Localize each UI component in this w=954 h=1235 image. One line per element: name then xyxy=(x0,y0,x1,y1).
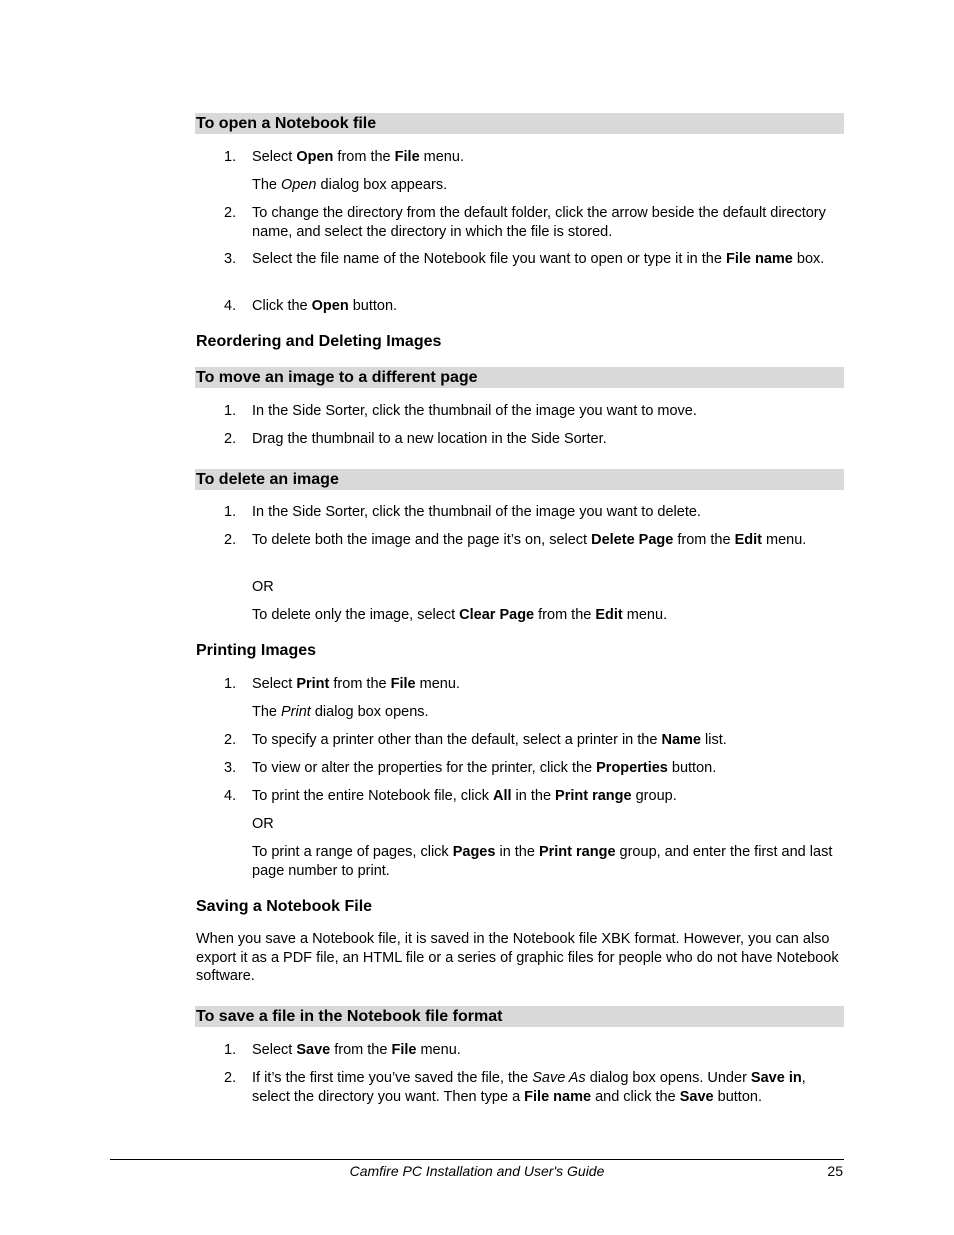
heading-move-image: To move an image to a different page xyxy=(195,367,844,388)
step-text: To view or alter the properties for the printer, click the Properties button. xyxy=(252,760,717,776)
step-note: To print a range of pages, click Pages in the Print range group, and enter the first and last page number to print. xyxy=(252,844,833,879)
step-number: 2. xyxy=(224,1070,237,1086)
step-number: 4. xyxy=(224,788,237,804)
step-text: If it’s the first time you’ve saved the file, the Save As dialog box opens. Under Save in, select the directory you want. Then type a File name and click the Save button. xyxy=(252,1070,806,1105)
step-number: 1. xyxy=(224,403,237,419)
step-text: To change the directory from the default folder, click the arrow beside the default directory name, and select the directory in which the file is stored. xyxy=(252,205,826,240)
step-note: The Print dialog box opens. xyxy=(252,704,429,720)
step-text: To specify a printer other than the default, select a printer in the Name list. xyxy=(252,732,727,748)
step-text: In the Side Sorter, click the thumbnail of the image you want to delete. xyxy=(252,504,701,520)
footer-guide-title: Camfire PC Installation and User's Guide xyxy=(349,1163,605,1179)
step-number: 4. xyxy=(224,298,237,314)
step-text: Click the Open button. xyxy=(252,298,398,314)
step-text: Select the file name of the Notebook file you want to open or type it in the File name box. xyxy=(252,251,825,267)
footer-page-number: 25 xyxy=(827,1163,843,1179)
step-text: To delete both the image and the page it’s on, select Delete Page from the Edit menu. xyxy=(252,532,807,548)
step-number: 1. xyxy=(224,149,237,165)
step-text: To print the entire Notebook file, click All in the Print range group. xyxy=(252,788,677,804)
step-note: OR xyxy=(252,579,274,595)
step-text: Select Print from the File menu. xyxy=(252,676,460,692)
step-number: 3. xyxy=(224,251,237,267)
section-title-saving: Saving a Notebook File xyxy=(196,898,373,915)
step-note: To delete only the image, select Clear Page from the Edit menu. xyxy=(252,607,668,623)
step-note: OR xyxy=(252,816,274,832)
step-number: 2. xyxy=(224,431,237,447)
heading-delete-image: To delete an image xyxy=(195,469,844,490)
step-number: 3. xyxy=(224,760,237,776)
step-number: 2. xyxy=(224,205,237,221)
footer-divider xyxy=(110,1159,844,1160)
step-note: The Open dialog box appears. xyxy=(252,177,448,193)
step-number: 2. xyxy=(224,532,237,548)
step-text: Drag the thumbnail to a new location in the Side Sorter. xyxy=(252,431,607,447)
step-number: 2. xyxy=(224,732,237,748)
step-number: 1. xyxy=(224,676,237,692)
section-title-reordering: Reordering and Deleting Images xyxy=(196,333,442,350)
saving-paragraph: When you save a Notebook file, it is saved in the Notebook file XBK format. However, you can also export it as a PDF file, an HTML file or a series of graphic files for people who do not have Notebook software. xyxy=(196,931,839,984)
step-number: 1. xyxy=(224,504,237,520)
step-text: Select Open from the File menu. xyxy=(252,149,464,165)
step-text: In the Side Sorter, click the thumbnail of the image you want to move. xyxy=(252,403,697,419)
step-number: 1. xyxy=(224,1042,237,1058)
heading-save-file: To save a file in the Notebook file format xyxy=(195,1006,844,1027)
section-title-printing: Printing Images xyxy=(196,642,317,659)
heading-open-notebook: To open a Notebook file xyxy=(195,113,844,134)
step-text: Select Save from the File menu. xyxy=(252,1042,461,1058)
